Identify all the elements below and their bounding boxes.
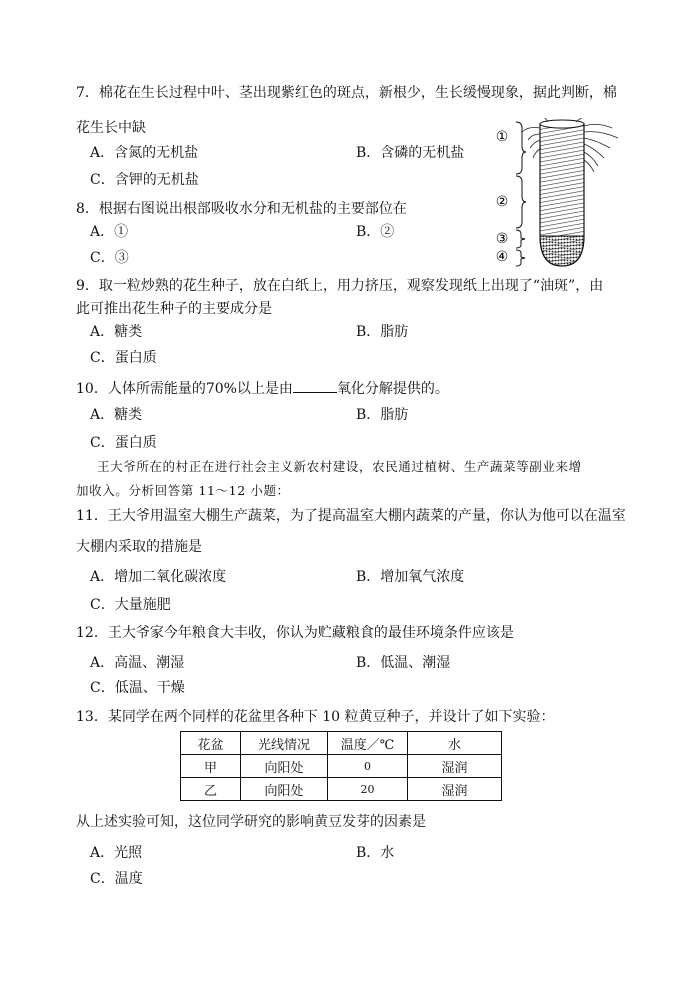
q13-option-c: C．温度: [90, 871, 143, 887]
brace-3: [516, 230, 525, 248]
q9-stem-line1: 9．取一粒炒熟的花生种子，放在白纸上，用力挤压，观察发现纸上出现了“油斑”，由: [76, 278, 604, 294]
q8-option-b: B．②: [356, 224, 395, 240]
table-header-cell: 水: [408, 732, 502, 755]
table-cell: 20: [328, 778, 408, 801]
table-cell: 甲: [181, 755, 241, 778]
q10-stem: [76, 379, 449, 398]
brace-4: [516, 250, 525, 266]
q7-option-b: B．含磷的无机盐: [356, 145, 465, 161]
q13-stem: 13．某同学在两个同样的花盆里各种下 10 粒黄豆种子，并设计了如下实验：: [76, 709, 555, 725]
figure-label-4: ④: [495, 249, 509, 265]
q9-option-a: A．糖类: [90, 324, 143, 340]
table-cell: 湿润: [408, 778, 502, 801]
q13-option-b: B．水: [356, 845, 395, 861]
q11-stem-line2: 大棚内采取的措施是: [76, 539, 202, 555]
q10-blank: [293, 379, 337, 393]
q13-option-a: A．光照: [90, 845, 143, 861]
q10-option-a: A．糖类: [90, 407, 143, 423]
passage-line1: 王大爷所在的村正在进行社会主义新农村建设，农民通过植树、生产蔬菜等副业来增: [97, 459, 582, 474]
table-header-cell: 光线情况: [241, 732, 328, 755]
q8-option-c: C．③: [90, 250, 129, 266]
figure-label-1: ①: [495, 129, 509, 145]
q10-option-c: C．蛋白质: [90, 435, 157, 451]
passage-line2: 加收入。分析回答第 11～12 小题：: [76, 483, 290, 498]
q8-option-a: A．①: [90, 224, 129, 240]
q8-stem: 8．根据右图说出根部吸收水分和无机盐的主要部位在: [76, 201, 407, 217]
q12-option-c: C．低温、干燥: [90, 680, 185, 696]
q9-option-c: C．蛋白质: [90, 350, 157, 366]
q10-stem-before: 10．人体所需能量的70%以上是由: [76, 381, 293, 397]
table-cell: 乙: [181, 778, 241, 801]
figure-label-2: ②: [495, 194, 509, 210]
brace-2: [516, 176, 526, 228]
table-cell: 向阳处: [241, 778, 328, 801]
q7-stem-line2: 花生长中缺: [76, 120, 146, 136]
q11-option-b: B．增加氧气浓度: [356, 569, 465, 585]
root-tip-figure: [488, 118, 633, 268]
q11-stem-line1: 11．王大爷用温室大棚生产蔬菜，为了提高温室大棚内蔬菜的产量，你认为他可以在温室: [76, 508, 626, 524]
q12-stem: 12．王大爷家今年粮食大丰收，你认为贮藏粮食的最佳环境条件应该是: [76, 625, 514, 641]
q7-stem-line1: 7．棉花在生长过程中叶、茎出现紫红色的斑点，新根少，生长缓慢现象，据此判断，棉: [76, 85, 617, 101]
table-cell: 向阳处: [241, 755, 328, 778]
table-header-cell: 温度／℃: [328, 732, 408, 755]
q7-option-a: A．含氮的无机盐: [90, 145, 199, 161]
experiment-table: [180, 731, 502, 801]
table-row: [181, 755, 502, 778]
q13-follow: 从上述实验可知，这位同学研究的影响黄豆发芽的因素是: [76, 814, 426, 830]
q12-option-b: B．低温、潮湿: [356, 655, 451, 671]
q9-option-b: B．脂肪: [356, 324, 409, 340]
q10-option-b: B．脂肪: [356, 407, 409, 423]
q9-stem-line2: 此可推出花生种子的主要成分是: [76, 301, 272, 317]
figure-label-3: ③: [495, 231, 509, 247]
table-cell: 0: [328, 755, 408, 778]
root-cap: [540, 236, 584, 266]
table-header-cell: 花盆: [181, 732, 241, 755]
q7-option-c: C．含钾的无机盐: [90, 172, 199, 188]
table-row: [181, 778, 502, 801]
q11-option-a: A．增加二氧化碳浓度: [90, 569, 227, 585]
q12-option-a: A．高温、潮湿: [90, 655, 185, 671]
table-header-row: [181, 732, 502, 755]
q11-option-c: C．大量施肥: [90, 597, 171, 613]
table-cell: 湿润: [408, 755, 502, 778]
q10-stem-after: 氧化分解提供的。: [336, 381, 449, 397]
